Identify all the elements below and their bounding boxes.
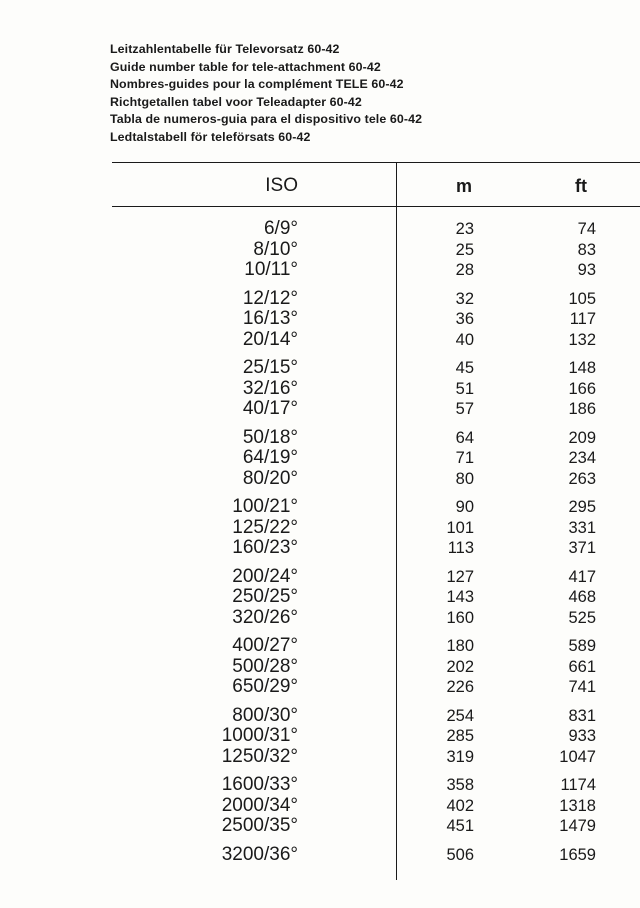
- table-row: [0, 379, 640, 400]
- table-row: [0, 358, 640, 379]
- meters-value: 202: [446, 657, 474, 676]
- iso-value: 160/23°: [232, 537, 298, 558]
- meters-value: 113: [447, 539, 474, 557]
- feet-value: 1318: [559, 796, 596, 815]
- feet-value: 831: [568, 706, 596, 725]
- meters-value: 64: [455, 428, 474, 447]
- meters-value: 143: [446, 588, 474, 606]
- feet-value: 417: [568, 567, 596, 586]
- table-row: [0, 240, 640, 261]
- iso-value: 50/18°: [242, 426, 298, 448]
- feet-value: 589: [568, 637, 596, 655]
- meters-value: 28: [455, 261, 474, 279]
- iso-value: 8/10°: [253, 238, 298, 260]
- iso-value: 2000/34°: [221, 794, 298, 816]
- title-spanish: Tabla de numeros-guia para el dispositivo tele 60-42: [110, 112, 423, 126]
- row-group: [0, 428, 640, 490]
- table-row: [0, 260, 640, 281]
- table-row: [0, 608, 640, 629]
- row-group: [0, 289, 640, 351]
- row-group: [0, 497, 640, 559]
- meters-value: 90: [455, 498, 474, 516]
- header-iso: ISO: [265, 175, 298, 196]
- iso-value: 200/24°: [232, 565, 298, 587]
- feet-value: 525: [568, 608, 596, 627]
- meters-value: 319: [446, 747, 474, 766]
- title-german: Leitzahlentabelle für Televorsatz 60-42: [110, 42, 340, 56]
- feet-value: 1047: [559, 747, 596, 766]
- iso-value: 32/16°: [242, 377, 298, 399]
- row-group: [0, 567, 640, 629]
- header-ft: ft: [575, 176, 587, 196]
- meters-value: 254: [446, 706, 474, 725]
- table-row: [0, 816, 640, 837]
- table-row: [0, 796, 640, 817]
- iso-value: 100/21°: [232, 496, 298, 517]
- feet-value: 741: [568, 678, 596, 696]
- title-french: Nombres-guides pour la complément TELE 60-42: [110, 77, 404, 91]
- meters-value: 160: [446, 608, 474, 627]
- feet-value: 1479: [559, 817, 596, 835]
- iso-value: 250/25°: [232, 586, 298, 607]
- table-row: [0, 497, 640, 518]
- feet-value: 105: [568, 289, 596, 308]
- row-group: [0, 775, 640, 837]
- meters-value: 40: [455, 330, 474, 349]
- meters-value: 226: [446, 678, 474, 696]
- table-row: [0, 428, 640, 449]
- title-swedish: Ledtalstabell för teleförsats 60-42: [110, 129, 311, 144]
- iso-value: 10/11°: [244, 259, 298, 280]
- meters-value: 506: [446, 845, 474, 864]
- title-dutch: Richtgetallen tabel voor Teleadapter 60-42: [110, 94, 362, 109]
- title-block: [110, 41, 630, 146]
- table-row: [0, 706, 640, 727]
- meters-value: 451: [446, 817, 474, 835]
- iso-value: 400/27°: [232, 635, 298, 656]
- feet-value: 1659: [559, 845, 596, 864]
- table-row: [0, 518, 640, 539]
- feet-value: 331: [568, 518, 596, 537]
- iso-value: 2500/35°: [221, 815, 298, 836]
- meters-value: 180: [446, 637, 474, 655]
- table-row: [0, 448, 640, 469]
- table-top-rule: [112, 162, 640, 163]
- table-row: [0, 726, 640, 747]
- row-group: [0, 706, 640, 768]
- feet-value: 117: [569, 310, 596, 328]
- iso-value: 6/9°: [263, 218, 298, 239]
- feet-value: 148: [568, 359, 596, 377]
- feet-value: 74: [577, 220, 596, 238]
- meters-value: 51: [455, 379, 474, 398]
- feet-value: 263: [568, 469, 596, 488]
- feet-value: 83: [577, 240, 596, 259]
- iso-value: 800/30°: [232, 704, 298, 726]
- meters-value: 32: [455, 289, 474, 308]
- iso-value: 1250/32°: [221, 745, 298, 767]
- iso-value: 25/15°: [242, 357, 298, 378]
- feet-value: 933: [568, 727, 596, 745]
- iso-value: 40/17°: [242, 398, 298, 419]
- iso-value: 650/29°: [232, 676, 298, 697]
- header-m: m: [456, 176, 473, 196]
- meters-value: 71: [455, 449, 474, 467]
- table-row: [0, 845, 640, 866]
- table-row: [0, 636, 640, 657]
- table-row: [0, 330, 640, 351]
- row-group: [0, 358, 640, 420]
- iso-value: 20/14°: [242, 328, 298, 350]
- table-row: [0, 309, 640, 330]
- guide-number-table-body: [0, 219, 640, 873]
- feet-value: 661: [568, 657, 596, 676]
- table-row: [0, 677, 640, 698]
- feet-value: 186: [568, 400, 596, 418]
- iso-value: 320/26°: [232, 606, 298, 628]
- meters-value: 45: [455, 359, 474, 377]
- table-row: [0, 538, 640, 559]
- meters-value: 358: [446, 776, 474, 794]
- feet-value: 234: [568, 449, 596, 467]
- meters-value: 57: [455, 400, 474, 418]
- iso-value: 12/12°: [242, 287, 298, 309]
- feet-value: 132: [568, 330, 596, 349]
- meters-value: 36: [455, 310, 474, 328]
- feet-value: 93: [577, 261, 596, 279]
- iso-value: 80/20°: [242, 467, 298, 489]
- table-row: [0, 587, 640, 608]
- iso-value: 16/13°: [242, 308, 298, 329]
- feet-value: 209: [568, 428, 596, 447]
- iso-value: 1000/31°: [221, 725, 298, 746]
- iso-value: 1600/33°: [221, 774, 298, 795]
- table-row: [0, 219, 640, 240]
- feet-value: 166: [568, 379, 596, 398]
- meters-value: 402: [446, 796, 474, 815]
- iso-value: 125/22°: [232, 516, 298, 538]
- iso-value: 500/28°: [232, 655, 298, 677]
- meters-value: 80: [455, 469, 474, 488]
- iso-value: 64/19°: [242, 447, 298, 468]
- feet-value: 468: [568, 588, 596, 606]
- meters-value: 285: [446, 727, 474, 745]
- table-row: [0, 747, 640, 768]
- iso-value: 3200/36°: [221, 843, 298, 865]
- meters-value: 101: [446, 518, 474, 537]
- meters-value: 25: [455, 240, 474, 259]
- meters-value: 127: [446, 567, 474, 586]
- row-group: [0, 636, 640, 698]
- table-row: [0, 289, 640, 310]
- table-row: [0, 469, 640, 490]
- feet-value: 371: [568, 539, 596, 557]
- table-row: [0, 567, 640, 588]
- title-english: Guide number table for tele-attachment 60-42: [110, 59, 381, 74]
- table-row: [0, 399, 640, 420]
- feet-value: 295: [568, 498, 596, 516]
- row-group: [0, 219, 640, 281]
- table-header-rule: [112, 206, 640, 207]
- row-group: [0, 845, 640, 866]
- table-row: [0, 657, 640, 678]
- meters-value: 23: [455, 220, 474, 238]
- table-row: [0, 775, 640, 796]
- feet-value: 1174: [560, 776, 596, 794]
